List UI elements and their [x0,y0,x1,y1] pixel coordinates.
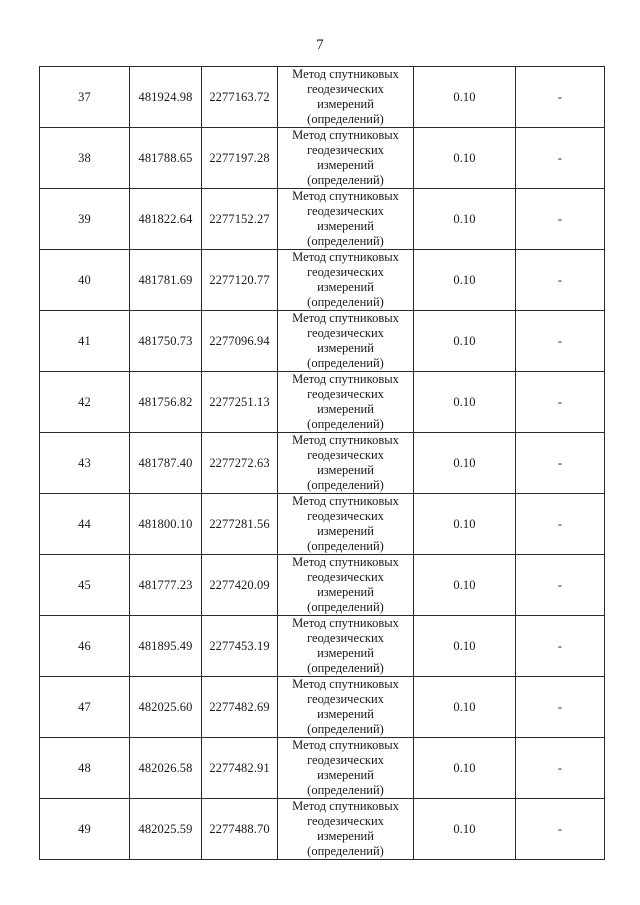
description-cell: - [516,616,605,677]
x-coordinate-cell: 482025.60 [130,677,202,738]
x-coordinate-cell: 481777.23 [130,555,202,616]
description-cell: - [516,555,605,616]
method-cell: Метод спутниковых геодезических измерений (определений) [278,189,414,250]
accuracy-cell: 0.10 [414,67,516,128]
method-cell: Метод спутниковых геодезических измерений (определений) [278,372,414,433]
point-number-cell: 42 [40,372,130,433]
page-number: 7 [316,37,324,53]
description-cell: - [516,311,605,372]
point-number-cell: 37 [40,67,130,128]
x-coordinate-cell: 481756.82 [130,372,202,433]
description-cell: - [516,433,605,494]
method-cell: Метод спутниковых геодезических измерений (определений) [278,128,414,189]
y-coordinate-cell: 2277482.69 [202,677,278,738]
accuracy-cell: 0.10 [414,799,516,860]
table-row [40,433,605,494]
table-row [40,189,605,250]
point-number-cell: 41 [40,311,130,372]
coordinates-table [39,66,605,860]
description-cell: - [516,67,605,128]
method-cell: Метод спутниковых геодезических измерений (определений) [278,250,414,311]
method-cell: Метод спутниковых геодезических измерений (определений) [278,738,414,799]
accuracy-cell: 0.10 [414,738,516,799]
x-coordinate-cell: 481781.69 [130,250,202,311]
description-cell: - [516,189,605,250]
y-coordinate-cell: 2277163.72 [202,67,278,128]
x-coordinate-cell: 481822.64 [130,189,202,250]
y-coordinate-cell: 2277197.28 [202,128,278,189]
x-coordinate-cell: 481800.10 [130,494,202,555]
description-cell: - [516,372,605,433]
accuracy-cell: 0.10 [414,555,516,616]
accuracy-cell: 0.10 [414,128,516,189]
y-coordinate-cell: 2277420.09 [202,555,278,616]
table-row [40,67,605,128]
description-cell: - [516,494,605,555]
description-cell: - [516,799,605,860]
table-row [40,372,605,433]
x-coordinate-cell: 482025.59 [130,799,202,860]
point-number-cell: 45 [40,555,130,616]
table-row [40,555,605,616]
accuracy-cell: 0.10 [414,372,516,433]
y-coordinate-cell: 2277453.19 [202,616,278,677]
y-coordinate-cell: 2277152.27 [202,189,278,250]
y-coordinate-cell: 2277251.13 [202,372,278,433]
point-number-cell: 49 [40,799,130,860]
point-number-cell: 47 [40,677,130,738]
accuracy-cell: 0.10 [414,494,516,555]
table-row [40,128,605,189]
x-coordinate-cell: 481787.40 [130,433,202,494]
accuracy-cell: 0.10 [414,433,516,494]
description-cell: - [516,677,605,738]
method-cell: Метод спутниковых геодезических измерений (определений) [278,677,414,738]
table-row [40,616,605,677]
point-number-cell: 43 [40,433,130,494]
point-number-cell: 48 [40,738,130,799]
table-row [40,738,605,799]
method-cell: Метод спутниковых геодезических измерений (определений) [278,616,414,677]
method-cell: Метод спутниковых геодезических измерений (определений) [278,799,414,860]
method-cell: Метод спутниковых геодезических измерений (определений) [278,67,414,128]
point-number-cell: 40 [40,250,130,311]
table-row [40,311,605,372]
y-coordinate-cell: 2277272.63 [202,433,278,494]
method-cell: Метод спутниковых геодезических измерений (определений) [278,433,414,494]
method-cell: Метод спутниковых геодезических измерений (определений) [278,555,414,616]
accuracy-cell: 0.10 [414,677,516,738]
table-row [40,799,605,860]
accuracy-cell: 0.10 [414,616,516,677]
method-cell: Метод спутниковых геодезических измерений (определений) [278,494,414,555]
x-coordinate-cell: 481750.73 [130,311,202,372]
point-number-cell: 38 [40,128,130,189]
x-coordinate-cell: 482026.58 [130,738,202,799]
method-cell: Метод спутниковых геодезических измерений (определений) [278,311,414,372]
accuracy-cell: 0.10 [414,311,516,372]
table-row [40,250,605,311]
y-coordinate-cell: 2277120.77 [202,250,278,311]
y-coordinate-cell: 2277096.94 [202,311,278,372]
table-row [40,677,605,738]
x-coordinate-cell: 481788.65 [130,128,202,189]
point-number-cell: 44 [40,494,130,555]
y-coordinate-cell: 2277488.70 [202,799,278,860]
description-cell: - [516,250,605,311]
y-coordinate-cell: 2277482.91 [202,738,278,799]
x-coordinate-cell: 481895.49 [130,616,202,677]
table-row [40,494,605,555]
point-number-cell: 46 [40,616,130,677]
x-coordinate-cell: 481924.98 [130,67,202,128]
accuracy-cell: 0.10 [414,250,516,311]
accuracy-cell: 0.10 [414,189,516,250]
y-coordinate-cell: 2277281.56 [202,494,278,555]
description-cell: - [516,738,605,799]
table-body [40,67,605,860]
point-number-cell: 39 [40,189,130,250]
description-cell: - [516,128,605,189]
